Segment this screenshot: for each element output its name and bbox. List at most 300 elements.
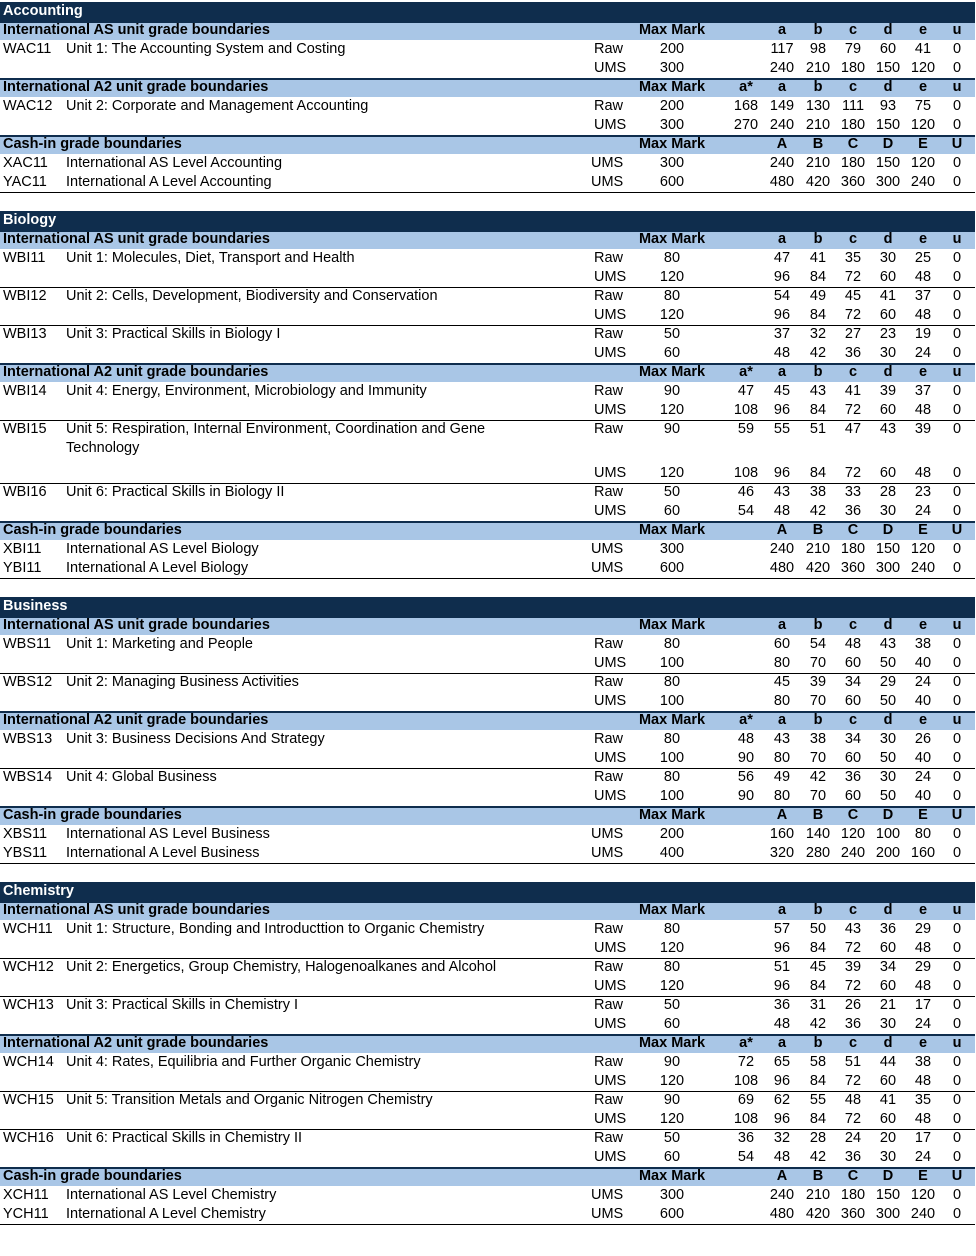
mark-type: UMS (591, 560, 624, 576)
unit-title: Unit 1: Molecules, Diet, Transport and Health (66, 250, 355, 266)
grade-value: 0 (952, 250, 962, 266)
grade-value: 51 (809, 421, 827, 437)
grade-value: 120 (840, 826, 866, 842)
grade-value: 34 (844, 731, 862, 747)
grade-value: 320 (769, 845, 795, 861)
grade-value: 32 (773, 1130, 791, 1146)
grade-value: 72 (844, 465, 862, 481)
grade-header: u (952, 22, 962, 38)
grade-value: 0 (952, 560, 962, 576)
mark-type: UMS (591, 541, 624, 557)
row-divider (0, 578, 975, 579)
grade-value: 0 (952, 826, 962, 842)
row-divider (0, 1224, 975, 1225)
grade-value: 31 (809, 997, 827, 1013)
grade-value: 60 (844, 750, 862, 766)
grade-header: D (882, 522, 894, 538)
grade-header: E (918, 136, 928, 152)
grade-header: e (918, 1035, 928, 1051)
grade-value: 0 (952, 1206, 962, 1222)
section-title: International A2 unit grade boundaries (3, 712, 269, 728)
mark-type: Raw (594, 921, 624, 937)
unit-ums-row (0, 1148, 975, 1167)
unit-title: International AS Level Accounting (66, 155, 283, 171)
max-mark: 300 (659, 155, 685, 171)
mark-type: UMS (591, 1187, 624, 1203)
grade-value: 120 (910, 1187, 936, 1203)
mark-type: Raw (594, 383, 624, 399)
grade-value: 42 (809, 769, 827, 785)
grade-value: 240 (840, 845, 866, 861)
unit-title: Unit 5: Respiration, Internal Environment, Coordination and Gene (66, 421, 486, 437)
cash-in-row (0, 1186, 975, 1205)
mark-type: UMS (594, 788, 627, 804)
grade-value: 40 (914, 750, 932, 766)
grade-value: 0 (952, 326, 962, 342)
mark-type: UMS (594, 1149, 627, 1165)
grade-value: 84 (809, 307, 827, 323)
grade-value: 36 (773, 997, 791, 1013)
grade-value: 210 (805, 541, 831, 557)
grade-value: 300 (875, 560, 901, 576)
mark-type: Raw (594, 1130, 624, 1146)
grade-value: 38 (914, 636, 932, 652)
grade-header: C (847, 1168, 859, 1184)
grade-value: 108 (733, 402, 759, 418)
unit-ums-row (0, 939, 975, 958)
mark-type: UMS (594, 503, 627, 519)
max-mark: 80 (663, 921, 681, 937)
grade-value: 23 (914, 484, 932, 500)
grade-value: 240 (769, 155, 795, 171)
max-mark: 120 (659, 307, 685, 323)
mark-type: Raw (594, 484, 624, 500)
grade-value: 60 (844, 655, 862, 671)
grade-value: 24 (914, 1016, 932, 1032)
grade-value: 48 (844, 1092, 862, 1108)
grade-header: A (776, 1168, 788, 1184)
grade-header: a (777, 364, 787, 380)
grade-value: 96 (773, 978, 791, 994)
grade-value: 36 (844, 1149, 862, 1165)
grade-value: 48 (773, 503, 791, 519)
unit-code: XBS11 (3, 826, 48, 842)
unit-code: WCH12 (3, 959, 54, 975)
grade-value: 36 (844, 769, 862, 785)
unit-ums-row (0, 116, 975, 135)
grade-value: 90 (737, 750, 755, 766)
grade-value: 19 (914, 326, 932, 342)
grade-value: 84 (809, 402, 827, 418)
grade-value: 420 (805, 560, 831, 576)
grade-value: 240 (769, 60, 795, 76)
section-title: International AS unit grade boundaries (3, 22, 270, 38)
max-mark-header: Max Mark (638, 522, 706, 538)
max-mark: 120 (659, 940, 685, 956)
max-mark-header: Max Mark (638, 79, 706, 95)
grade-header: c (848, 712, 858, 728)
max-mark-header: Max Mark (638, 136, 706, 152)
grade-value: 0 (952, 788, 962, 804)
grade-value: 36 (844, 503, 862, 519)
grade-value: 0 (952, 921, 962, 937)
grade-value: 24 (914, 769, 932, 785)
grade-header: u (952, 712, 962, 728)
mark-type: UMS (594, 117, 627, 133)
grade-value: 150 (875, 541, 901, 557)
grade-value: 0 (952, 345, 962, 361)
grade-value: 51 (844, 1054, 862, 1070)
grade-value: 72 (844, 1111, 862, 1127)
grade-value: 24 (844, 1130, 862, 1146)
mark-type: Raw (594, 1054, 624, 1070)
mark-type: Raw (594, 636, 624, 652)
grade-value: 54 (809, 636, 827, 652)
unit-title: International A Level Business (66, 845, 260, 861)
grade-value: 24 (914, 503, 932, 519)
unit-title: Unit 1: The Accounting System and Costing (66, 41, 346, 57)
unit-title: Unit 3: Practical Skills in Biology I (66, 326, 281, 342)
grade-header: d (883, 712, 893, 728)
unit-raw-row (0, 249, 975, 268)
grade-value: 26 (914, 731, 932, 747)
grade-value: 40 (914, 655, 932, 671)
mark-type: Raw (594, 98, 624, 114)
grade-header: E (918, 1168, 928, 1184)
grade-value: 80 (773, 693, 791, 709)
mark-type: Raw (594, 731, 624, 747)
grade-value: 0 (952, 98, 962, 114)
mark-type: UMS (591, 1206, 624, 1222)
grade-value: 84 (809, 465, 827, 481)
mark-type: UMS (591, 845, 624, 861)
mark-type: Raw (594, 421, 624, 437)
grade-value: 180 (840, 117, 866, 133)
grade-header: e (918, 22, 928, 38)
grade-value: 98 (809, 41, 827, 57)
grade-value: 46 (737, 484, 755, 500)
grade-header: a (777, 902, 787, 918)
unit-code: WCH16 (3, 1130, 54, 1146)
grade-value: 51 (773, 959, 791, 975)
grade-value: 240 (910, 560, 936, 576)
grade-header: d (883, 364, 893, 380)
grade-value: 65 (773, 1054, 791, 1070)
section-header (0, 901, 975, 920)
grade-value: 84 (809, 940, 827, 956)
grade-header: u (952, 364, 962, 380)
mark-type: Raw (594, 769, 624, 785)
grade-value: 48 (773, 345, 791, 361)
grade-value: 70 (809, 788, 827, 804)
section-title: International AS unit grade boundaries (3, 617, 270, 633)
unit-raw-row (0, 325, 975, 344)
grade-value: 40 (914, 788, 932, 804)
max-mark: 200 (659, 41, 685, 57)
subject-header (0, 597, 975, 616)
grade-header: E (918, 522, 928, 538)
max-mark: 80 (663, 769, 681, 785)
max-mark: 80 (663, 731, 681, 747)
unit-raw-row (0, 730, 975, 749)
grade-value: 55 (809, 1092, 827, 1108)
grade-value: 0 (952, 383, 962, 399)
grade-value: 60 (879, 940, 897, 956)
unit-raw-row (0, 958, 975, 977)
max-mark: 200 (659, 98, 685, 114)
max-mark-header: Max Mark (638, 902, 706, 918)
max-mark: 50 (663, 997, 681, 1013)
unit-ums-row (0, 1110, 975, 1129)
mark-type: UMS (594, 60, 627, 76)
grade-value: 50 (879, 750, 897, 766)
unit-ums-row (0, 502, 975, 521)
grade-value: 33 (844, 484, 862, 500)
unit-code: WBI11 (3, 250, 46, 266)
section-title: Cash-in grade boundaries (3, 522, 182, 538)
grade-value: 420 (805, 174, 831, 190)
grade-value: 0 (952, 307, 962, 323)
grade-value: 0 (952, 484, 962, 500)
grade-value: 48 (914, 269, 932, 285)
grade-header: c (848, 1035, 858, 1051)
grade-value: 30 (879, 250, 897, 266)
grade-value: 84 (809, 1111, 827, 1127)
grade-value: 54 (773, 288, 791, 304)
grade-header: c (848, 231, 858, 247)
unit-code: WBS12 (3, 674, 53, 690)
mark-type: UMS (591, 155, 624, 171)
grade-value: 80 (914, 826, 932, 842)
grade-value: 72 (844, 402, 862, 418)
grade-value: 60 (879, 978, 897, 994)
unit-ums-row (0, 1015, 975, 1034)
grade-header: u (952, 617, 962, 633)
grade-value: 0 (952, 845, 962, 861)
grade-value: 24 (914, 674, 932, 690)
grade-value: 29 (914, 959, 932, 975)
grade-value: 41 (879, 288, 897, 304)
grade-value: 30 (879, 1149, 897, 1165)
grade-header: c (848, 22, 858, 38)
max-mark: 100 (659, 655, 685, 671)
grade-value: 48 (737, 731, 755, 747)
max-mark: 120 (659, 269, 685, 285)
grade-value: 80 (773, 750, 791, 766)
max-mark: 80 (663, 959, 681, 975)
grade-header: c (848, 617, 858, 633)
max-mark-header: Max Mark (638, 231, 706, 247)
grade-value: 38 (809, 731, 827, 747)
mark-type: Raw (594, 997, 624, 1013)
grade-value: 0 (952, 1016, 962, 1032)
max-mark-header: Max Mark (638, 364, 706, 380)
grade-value: 47 (773, 250, 791, 266)
unit-raw-row (0, 97, 975, 116)
grade-value: 240 (910, 174, 936, 190)
grade-value: 70 (809, 693, 827, 709)
grade-value: 0 (952, 693, 962, 709)
grade-value: 150 (875, 60, 901, 76)
max-mark: 200 (659, 826, 685, 842)
max-mark: 120 (659, 1073, 685, 1089)
grade-value: 48 (844, 636, 862, 652)
unit-ums-row (0, 268, 975, 287)
grade-value: 48 (914, 1111, 932, 1127)
grade-header: U (951, 136, 963, 152)
grade-header: d (883, 79, 893, 95)
grade-value: 70 (809, 655, 827, 671)
unit-ums-row (0, 654, 975, 673)
grade-header: C (847, 522, 859, 538)
grade-value: 108 (733, 1111, 759, 1127)
grade-value: 50 (879, 693, 897, 709)
grade-value: 270 (733, 117, 759, 133)
unit-raw-row (0, 1091, 975, 1110)
grade-value: 120 (910, 541, 936, 557)
grade-header: U (951, 1168, 963, 1184)
unit-raw-row (0, 420, 975, 439)
grade-header: b (813, 364, 823, 380)
mark-type: UMS (594, 307, 627, 323)
subject-header (0, 882, 975, 901)
grade-header: U (951, 522, 963, 538)
max-mark: 90 (663, 1092, 681, 1108)
grade-value: 39 (879, 383, 897, 399)
unit-raw-row (0, 1053, 975, 1072)
grade-header: a* (739, 79, 753, 95)
unit-title: International A Level Accounting (66, 174, 272, 190)
grade-value: 24 (914, 1149, 932, 1165)
grade-value: 0 (952, 655, 962, 671)
unit-title: Unit 5: Transition Metals and Organic Nitrogen Chemistry (66, 1092, 433, 1108)
grade-header: c (848, 902, 858, 918)
grade-value: 28 (879, 484, 897, 500)
section-title: International AS unit grade boundaries (3, 231, 270, 247)
grade-value: 0 (952, 997, 962, 1013)
grade-value: 48 (914, 1073, 932, 1089)
grade-header: d (883, 231, 893, 247)
max-mark: 400 (659, 845, 685, 861)
grade-value: 48 (914, 940, 932, 956)
grade-header: b (813, 22, 823, 38)
subject-title: Biology (3, 212, 57, 228)
grade-value: 0 (952, 465, 962, 481)
grade-value: 120 (910, 60, 936, 76)
grade-value: 20 (879, 1130, 897, 1146)
unit-code: WBS13 (3, 731, 53, 747)
grade-value: 36 (844, 345, 862, 361)
grade-header: u (952, 902, 962, 918)
max-mark: 80 (663, 288, 681, 304)
unit-title: International A Level Biology (66, 560, 249, 576)
grade-value: 48 (773, 1149, 791, 1165)
mark-type: UMS (594, 940, 627, 956)
unit-code: XAC11 (3, 155, 48, 171)
grade-value: 41 (914, 41, 932, 57)
grade-value: 96 (773, 1073, 791, 1089)
max-mark: 60 (663, 1016, 681, 1032)
unit-code: YBI11 (3, 560, 42, 576)
grade-value: 45 (844, 288, 862, 304)
grade-header: D (882, 136, 894, 152)
grade-value: 37 (914, 383, 932, 399)
max-mark: 80 (663, 636, 681, 652)
mark-type: UMS (594, 693, 627, 709)
grade-value: 42 (809, 1016, 827, 1032)
mark-type: Raw (594, 326, 624, 342)
grade-value: 40 (914, 693, 932, 709)
grade-value: 180 (840, 155, 866, 171)
grade-value: 43 (879, 421, 897, 437)
grade-value: 0 (952, 117, 962, 133)
grade-value: 0 (952, 155, 962, 171)
max-mark: 50 (663, 326, 681, 342)
grade-value: 41 (844, 383, 862, 399)
grade-header: d (883, 1035, 893, 1051)
grade-value: 300 (875, 1206, 901, 1222)
mark-type: UMS (594, 345, 627, 361)
grade-value: 160 (910, 845, 936, 861)
grade-header: E (918, 807, 928, 823)
grade-value: 42 (809, 503, 827, 519)
grade-value: 60 (879, 1111, 897, 1127)
mark-type: Raw (594, 288, 624, 304)
unit-title: Unit 2: Corporate and Management Accounting (66, 98, 369, 114)
grade-value: 30 (879, 503, 897, 519)
grade-value: 60 (879, 269, 897, 285)
grade-header: D (882, 1168, 894, 1184)
max-mark: 600 (659, 560, 685, 576)
grade-value: 100 (875, 826, 901, 842)
grade-header: b (813, 712, 823, 728)
grade-value: 140 (805, 826, 831, 842)
grade-value: 111 (841, 98, 865, 114)
unit-ums-row (0, 1072, 975, 1091)
grade-value: 0 (952, 1092, 962, 1108)
mark-type: Raw (594, 41, 624, 57)
grade-value: 0 (952, 41, 962, 57)
grade-header: a* (739, 1035, 753, 1051)
grade-header: a (777, 22, 787, 38)
grade-value: 96 (773, 1111, 791, 1127)
grade-value: 72 (844, 940, 862, 956)
unit-raw-row (0, 40, 975, 59)
grade-value: 360 (840, 560, 866, 576)
grade-header: e (918, 79, 928, 95)
grade-value: 72 (844, 307, 862, 323)
unit-ums-row (0, 59, 975, 78)
grade-value: 60 (844, 788, 862, 804)
grade-value: 45 (809, 959, 827, 975)
grade-value: 60 (879, 1073, 897, 1089)
grade-value: 49 (809, 288, 827, 304)
unit-title: Unit 3: Business Decisions And Strategy (66, 731, 325, 747)
section-title: International A2 unit grade boundaries (3, 1035, 269, 1051)
grade-value: 0 (952, 750, 962, 766)
max-mark-header: Max Mark (638, 617, 706, 633)
grade-header: U (951, 807, 963, 823)
mark-type: UMS (591, 174, 624, 190)
grade-value: 43 (879, 636, 897, 652)
grade-header: a (777, 79, 787, 95)
grade-header: A (776, 136, 788, 152)
grade-value: 240 (769, 1187, 795, 1203)
unit-code: WBI15 (3, 421, 47, 437)
unit-code: WBI13 (3, 326, 47, 342)
grade-value: 0 (952, 60, 962, 76)
grade-value: 0 (952, 1187, 962, 1203)
